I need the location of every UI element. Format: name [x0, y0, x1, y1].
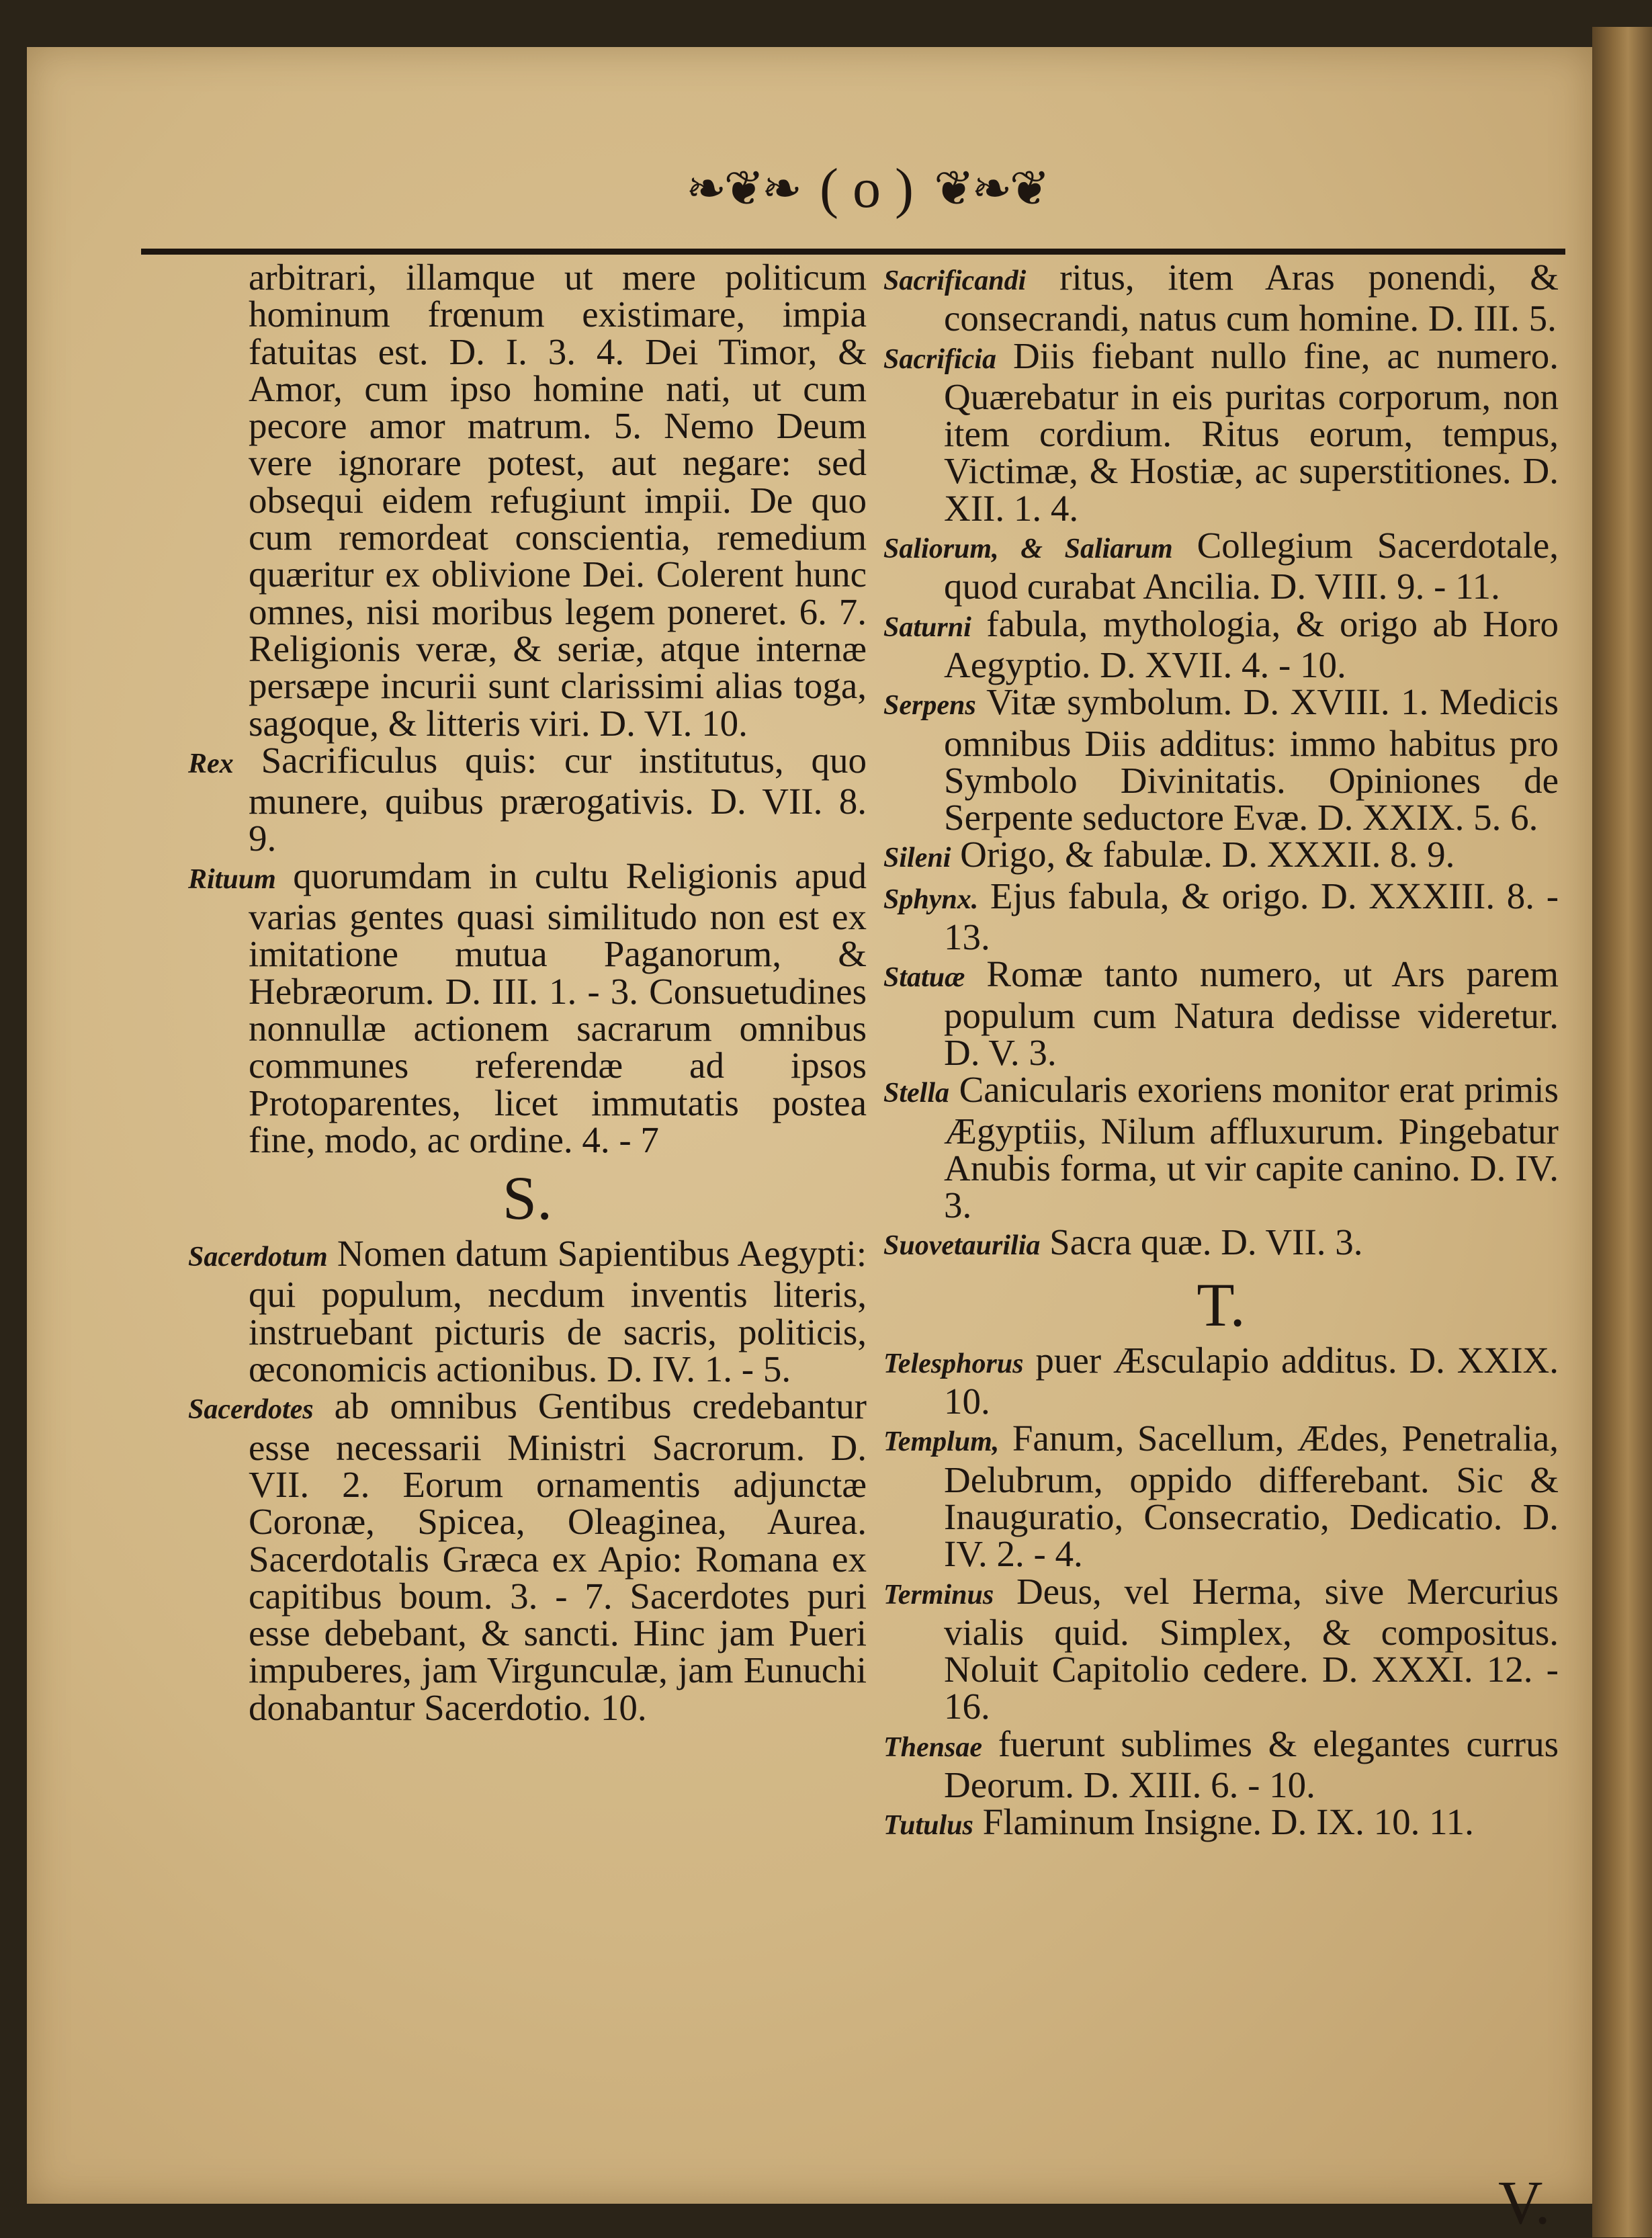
left-column	[188, 259, 867, 1726]
entry-text: Collegium Sacerdotale, quod curabat Ancilia. D. VIII. 9. - 11.	[944, 525, 1559, 607]
entry-text: Vitæ symbolum. D. XVIII. 1. Medicis omnibus Diis additus: immo habitus pro Symbolo Divinitatis. Opiniones de Serpente seductore Evæ. D. XXIX. 5. 6.	[944, 681, 1559, 838]
index-entry	[883, 836, 1559, 877]
page-header	[645, 151, 1088, 225]
catchword: V.	[1498, 2168, 1551, 2237]
index-entry	[883, 1069, 1559, 1226]
entry-headword: Telesphorus	[883, 1348, 1024, 1379]
index-entry	[883, 955, 1559, 1071]
index-entry	[883, 527, 1559, 605]
entry-text: Diis fiebant nullo fine, ac numero. Quærebatur in eis puritas corporum, non item cordium. Ritus eorum, tempus, Victimæ, & Hostiæ, ac superstitiones. D. XII. 1. 4.	[944, 335, 1559, 529]
page-number: ( o )	[820, 157, 914, 220]
ornament-left: ❧❦❧	[686, 161, 800, 216]
entry-text: Romæ tanto numero, ut Ars parem populum cum Natura dedisse videretur. D. V. 3.	[944, 953, 1559, 1073]
entry-headword: Stella	[883, 1078, 950, 1109]
entry-headword: Sacrificandi	[883, 265, 1027, 296]
index-entry	[883, 683, 1559, 836]
index-entry	[883, 259, 1559, 337]
entry-text: Fanum, Sacellum, Ædes, Penetralia, Delubrum, oppido differebant. Sic & Inauguratio, Consecratio, Dedicatio. D. IV. 2. - 4.	[944, 1418, 1559, 1575]
entry-text: fuerunt sublimes & elegantes currus Deorum. D. XIII. 6. - 10.	[944, 1723, 1559, 1805]
index-entry	[883, 1725, 1559, 1804]
entry-text: puer Æsculapio additus. D. XXIX. 10.	[944, 1339, 1559, 1422]
section-letter-t: T.	[1197, 1270, 1246, 1339]
index-entry	[883, 605, 1559, 684]
page-edge	[1592, 27, 1652, 2237]
index-entry	[883, 1339, 1559, 1422]
entry-headword: Serpens	[883, 690, 976, 722]
continuation-text: arbitrari, illamque ut mere politicum hominum frœnum existimare, impia fatuitas est. D. I. 3. 4. Dei Timor, & Amor, cum ipso homine nati, ut cum pecore amor matrum. 5. Nemo Deum vere ignorare potest, aut negare: sed obsequi eidem refugiunt impii. De quo cum remordeat conscientia, remedium quæritur ex oblivione Dei. Colerent hunc omnes, nisi moribus legem poneret. 6. 7. Religionis veræ, & seriæ, atque internæ persæpe incurii sunt clarissimi alias toga, sagoque, & litteris viri. D. VI. 10.	[249, 257, 867, 744]
entry-text: ritus, item Aras ponendi, & consecrandi, natus cum homine. D. III. 5.	[944, 257, 1559, 339]
entry-text: Ejus fabula, & origo. D. XXXIII. 8. - 13.	[944, 875, 1559, 958]
index-entry	[188, 1233, 867, 1390]
entry-headword: Saturni	[883, 611, 971, 643]
entry-headword: Terminus	[883, 1579, 994, 1610]
entry-text: Canicularis exoriens monitor erat primis Ægyptiis, Nilum affluxurum. Pingebatur Anubis forma, ut vir capite canino. D. IV. 3.	[944, 1069, 1559, 1226]
entry-headword: Sphynx.	[883, 884, 979, 915]
entry-headword: Rituum	[188, 863, 276, 895]
index-entry	[883, 1570, 1559, 1727]
entry-text: Deus, vel Herma, sive Mercurius vialis quid. Simplex, & compositus. Noluit Capitolio cedere. D. XXXI. 12. - 16.	[944, 1570, 1559, 1727]
entry-text: fabula, mythologia, & origo ab Horo Aegyptio. D. XVII. 4. - 10.	[944, 603, 1559, 685]
index-entry	[883, 1223, 1559, 1264]
entry-headword: Tutulus	[883, 1810, 973, 1842]
entry-text: quorumdam in cultu Religionis apud varias gentes quasi similitudo non est ex imitatione mutua Paganorum, & Hebræorum. D. III. 1. - 3. Consuetudines nonnullæ actionem sacrarum omnibus communes referendæ ad ipsos Protoparentes, licet immutatis postea fine, modo, ac ordine. 4. - 7	[249, 855, 867, 1160]
entry-headword: Sileni	[883, 843, 951, 874]
entry-text: Sacra quæ. D. VII. 3.	[1049, 1221, 1363, 1263]
entry-text: Flaminum Insigne. D. IX. 10. 11.	[982, 1801, 1474, 1843]
index-entry	[188, 857, 867, 1158]
entry-headword: Suovetaurilia	[883, 1230, 1041, 1262]
entry-headword: Thensae	[883, 1731, 982, 1763]
section-letter-s: S.	[502, 1164, 553, 1233]
index-entry	[188, 1387, 867, 1726]
entry-headword: Sacerdotes	[188, 1394, 314, 1426]
entry-text: ab omnibus Gentibus credebantur esse necessarii Ministri Sacrorum. D. VII. 2. Eorum ornamentis adjunctæ Coronæ, Spicea, Oleaginea, Aurea. Sacerdotalis Græca ex Apio: Romana ex capitibus boum. 3. - 7. Sacerdotes puri esse debebant, & sancti. Hinc jam Pueri impuberes, jam Virgunculæ, jam Eunuchi donabantur Sacerdotio. 10.	[249, 1385, 867, 1728]
entry-text: Nomen datum Sapientibus Aegypti: qui populum, necdum inventis literis, instruebant picturis de sacris, politicis, œconomicis actionibus. D. IV. 1. - 5.	[249, 1233, 867, 1390]
entry-text: Origo, & fabulæ. D. XXXII. 8. 9.	[960, 834, 1455, 875]
entry-headword: Saliorum, & Saliarum	[883, 533, 1173, 565]
entry-headword: Templum,	[883, 1426, 1000, 1458]
header-rule	[141, 249, 1565, 255]
entry-headword: Statuæ	[883, 962, 965, 994]
entry-headword: Sacrificia	[883, 343, 996, 375]
entry-text: Sacrificulus quis: cur institutus, quo munere, quibus prærogativis. D. VII. 8. 9.	[249, 739, 867, 859]
entry-headword: Rex	[188, 748, 234, 779]
index-entry	[188, 739, 867, 859]
index-entry	[883, 1418, 1559, 1575]
entry-headword: Sacerdotum	[188, 1242, 328, 1273]
index-entry	[883, 877, 1559, 956]
index-entry	[883, 337, 1559, 527]
right-column	[883, 259, 1559, 1845]
index-entry	[883, 1803, 1559, 1844]
ornament-right: ❦❧❦	[933, 161, 1047, 216]
